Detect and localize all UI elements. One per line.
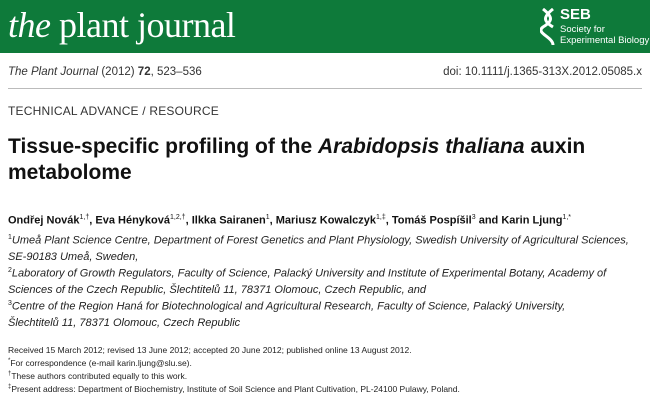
equal-contribution-text: These authors contributed equally to this work. xyxy=(11,371,188,382)
author-list: Ondřej Novák$^{1,\dagger}$, Eva Hényková$^{1,2,\dagger}$, Ilkka Sairanen$^1$, Mariusz Kowalczyk$^{1,\ddagger}$, Tomáš Pospíšil$^3$ and Karin Ljung$^{1,*}$ xyxy=(8,214,571,227)
note-mark: * xyxy=(8,358,11,365)
article-notes xyxy=(8,345,648,395)
affiliation-line: Centre of the Region Haná for Biotechnological and Agricultural Research, Faculty of Science, Palacký University, xyxy=(11,300,566,313)
doi[interactable]: doi: 10.1111/j.1365-313X.2012.05085.x xyxy=(443,66,642,78)
affiliation-line: Šlechtitelů 11, 78371 Olomouc, Czech Republic xyxy=(8,316,241,329)
affiliation-1 xyxy=(8,230,648,265)
author-affil-mark: 3 xyxy=(471,214,476,221)
author-name: Ondřej Novák xyxy=(8,214,80,227)
correspondence-note xyxy=(8,356,648,369)
author-affil-mark: 1,* xyxy=(562,214,571,221)
citation-pages: , 523–536 xyxy=(150,66,202,78)
author-affil-mark: 1,† xyxy=(79,214,90,221)
dna-helix-icon xyxy=(540,8,556,46)
article-type: TECHNICAL ADVANCE / RESOURCE xyxy=(8,104,219,118)
affiliation-line: Sciences of the Czech Republic, Šlechtitelů 11, 78371 Olomouc, Czech Republic, and xyxy=(8,283,427,296)
seb-logo xyxy=(540,6,650,48)
citation xyxy=(8,66,202,78)
author-name: Karin Ljung xyxy=(501,214,563,227)
present-address-text: Present address: Department of Biochemistry, Institute of Soil Science and Plant Cultivation, PL-24100 Pulawy, Poland. xyxy=(11,384,460,395)
affiliation-3 xyxy=(8,296,648,331)
affiliation-line: Umeå Plant Science Centre, Department of Forest Genetics and Plant Physiology, Swedish University of Agricultural Sciences, xyxy=(11,234,629,247)
author-affil-mark: 1,‡ xyxy=(376,214,386,221)
affiliation-number: 3 xyxy=(8,300,12,307)
note-mark: † xyxy=(8,371,12,378)
citation-journal: The Plant Journal xyxy=(8,66,99,78)
journal-name-rest: plant journal xyxy=(50,5,236,45)
present-address-note xyxy=(8,382,648,395)
seb-line-2: Experimental Biology xyxy=(560,35,650,46)
affiliation-line: SE-90183 Umeå, Sweden, xyxy=(8,250,139,263)
affiliation-number: 2 xyxy=(8,267,12,274)
seb-line-1: Society for xyxy=(560,24,605,35)
correspondence-text: For correspondence (e-mail karin.ljung@slu.se). xyxy=(10,358,192,369)
journal-name-the: the xyxy=(8,5,51,45)
seb-code: SEB xyxy=(560,6,591,23)
author-name: Mariusz Kowalczyk xyxy=(275,214,376,227)
title-part-1: Tissue-specific profiling of the xyxy=(8,135,318,158)
citation-volume: 72 xyxy=(137,66,151,78)
author-name: Ilkka Sairanen xyxy=(191,214,266,227)
received-dates: Received 15 March 2012; revised 13 June 2012; accepted 20 June 2012; published online 13 August 2012. xyxy=(8,345,412,355)
title-part-2: auxin metabolome xyxy=(8,135,586,184)
article-title xyxy=(8,134,648,186)
author-conjunction: and xyxy=(475,214,502,227)
affiliation-2 xyxy=(8,263,648,298)
journal-name xyxy=(8,4,235,46)
header-divider xyxy=(8,88,642,89)
author-name: Tomáš Pospíšil xyxy=(391,214,472,227)
affiliation-line: Laboratory of Growth Regulators, Faculty of Science, Palacký University and Institute of Experimental Botany, Academy of xyxy=(11,267,607,280)
title-species: Arabidopsis thaliana xyxy=(318,135,525,158)
author-affil-mark: 1,2,† xyxy=(170,214,186,221)
author-name: Eva Hényková xyxy=(95,214,170,227)
affiliation-number: 1 xyxy=(8,234,12,241)
equal-contribution-note xyxy=(8,369,648,382)
citation-year: (2012) xyxy=(101,66,135,78)
note-mark: ‡ xyxy=(8,384,12,391)
author-affil-mark: 1 xyxy=(265,214,270,221)
journal-banner xyxy=(0,0,650,53)
